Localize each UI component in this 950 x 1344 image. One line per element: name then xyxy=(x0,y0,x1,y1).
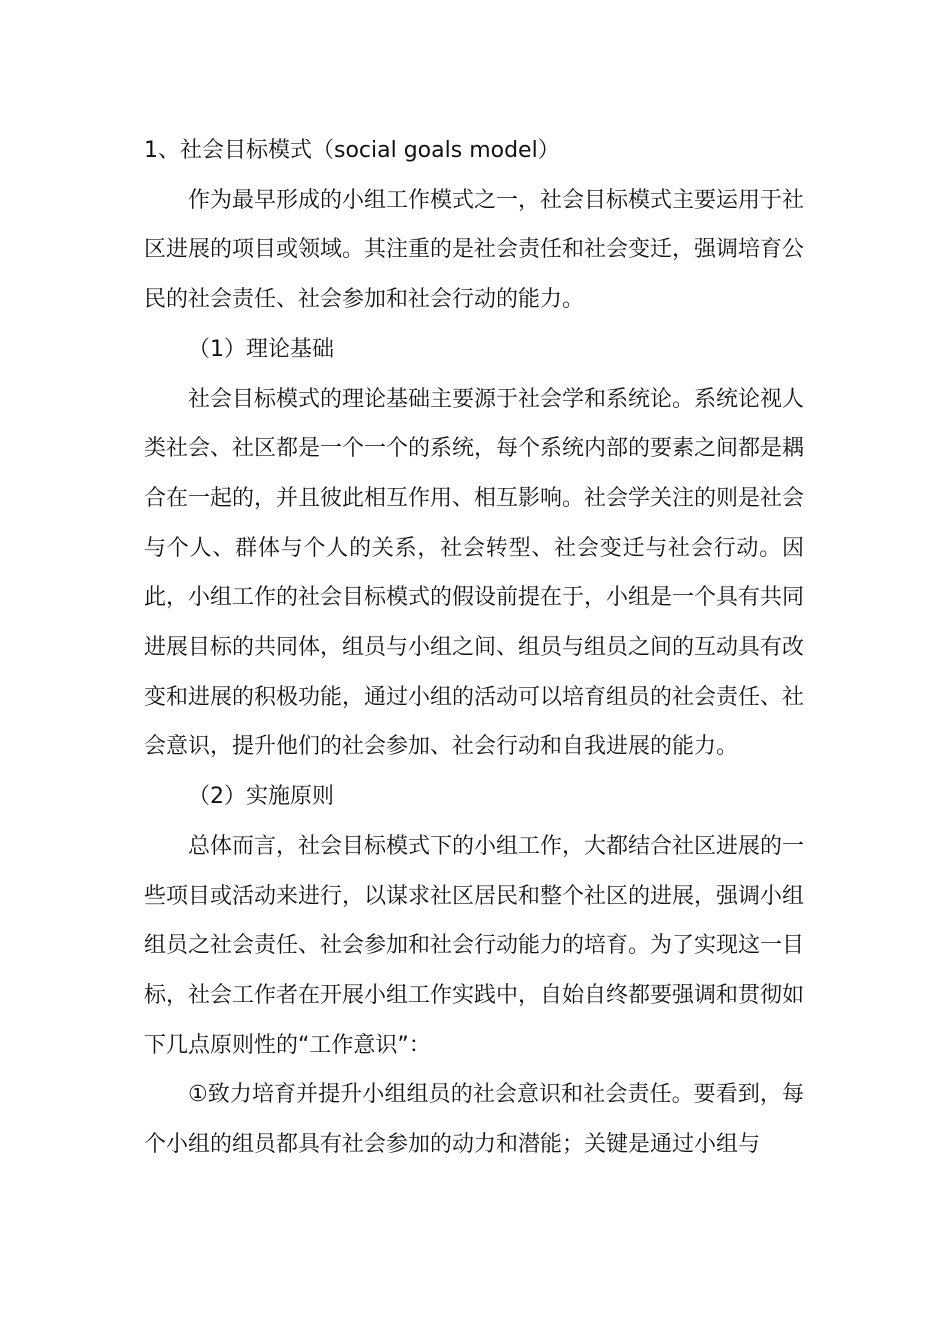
subsection-title-theory: （1）理论基础 xyxy=(188,336,334,362)
document-body xyxy=(144,126,804,1170)
subsection-title-principles: （2）实施原则 xyxy=(188,784,334,810)
point-one-paragraph: ①致力培育并提升小组组员的社会意识和社会责任。要看到，每个小组的组员都具有社会参加的动力和潜能；关键是通过小组与 xyxy=(144,1082,804,1158)
section-title: 1、社会目标模式（social goals model） xyxy=(144,138,560,163)
intro-paragraph: 作为最早形成的小组工作模式之一，社会目标模式主要运用于社区进展的项目或领域。其注重的是社会责任和社会变迁，强调培育公民的社会责任、社会参加和社会行动的能力。 xyxy=(144,187,805,313)
principles-paragraph: 总体而言，社会目标模式下的小组工作，大都结合社区进展的一些项目或活动来进行，以谋求社区居民和整个社区的进展，强调小组组员之社会责任、社会参加和社会行动能力的培育。为了实现这一目标，社会工作者在开展小组工作实践中，自始自终都要强调和贯彻如下几点原则性的“工作意识”： xyxy=(144,833,805,1058)
theory-paragraph: 社会目标模式的理论基础主要源于社会学和系统论。系统论视人类社会、社区都是一个一个的系统，每个系统内部的要素之间都是耦合在一起的，并且彼此相互作用、相互影响。社会学关注的则是社会与个人、群体与个人的关系，社会转型、社会变迁与社会行动。因此，小组工作的社会目标模式的假设前提在于，小组是一个具有共同进展目标的共同体，组员与小组之间、组员与组员之间的互动具有改变和进展的积极功能，通过小组的活动可以培育组员的社会责任、社会意识，提升他们的社会参加、社会行动和自我进展的能力。 xyxy=(144,386,805,760)
